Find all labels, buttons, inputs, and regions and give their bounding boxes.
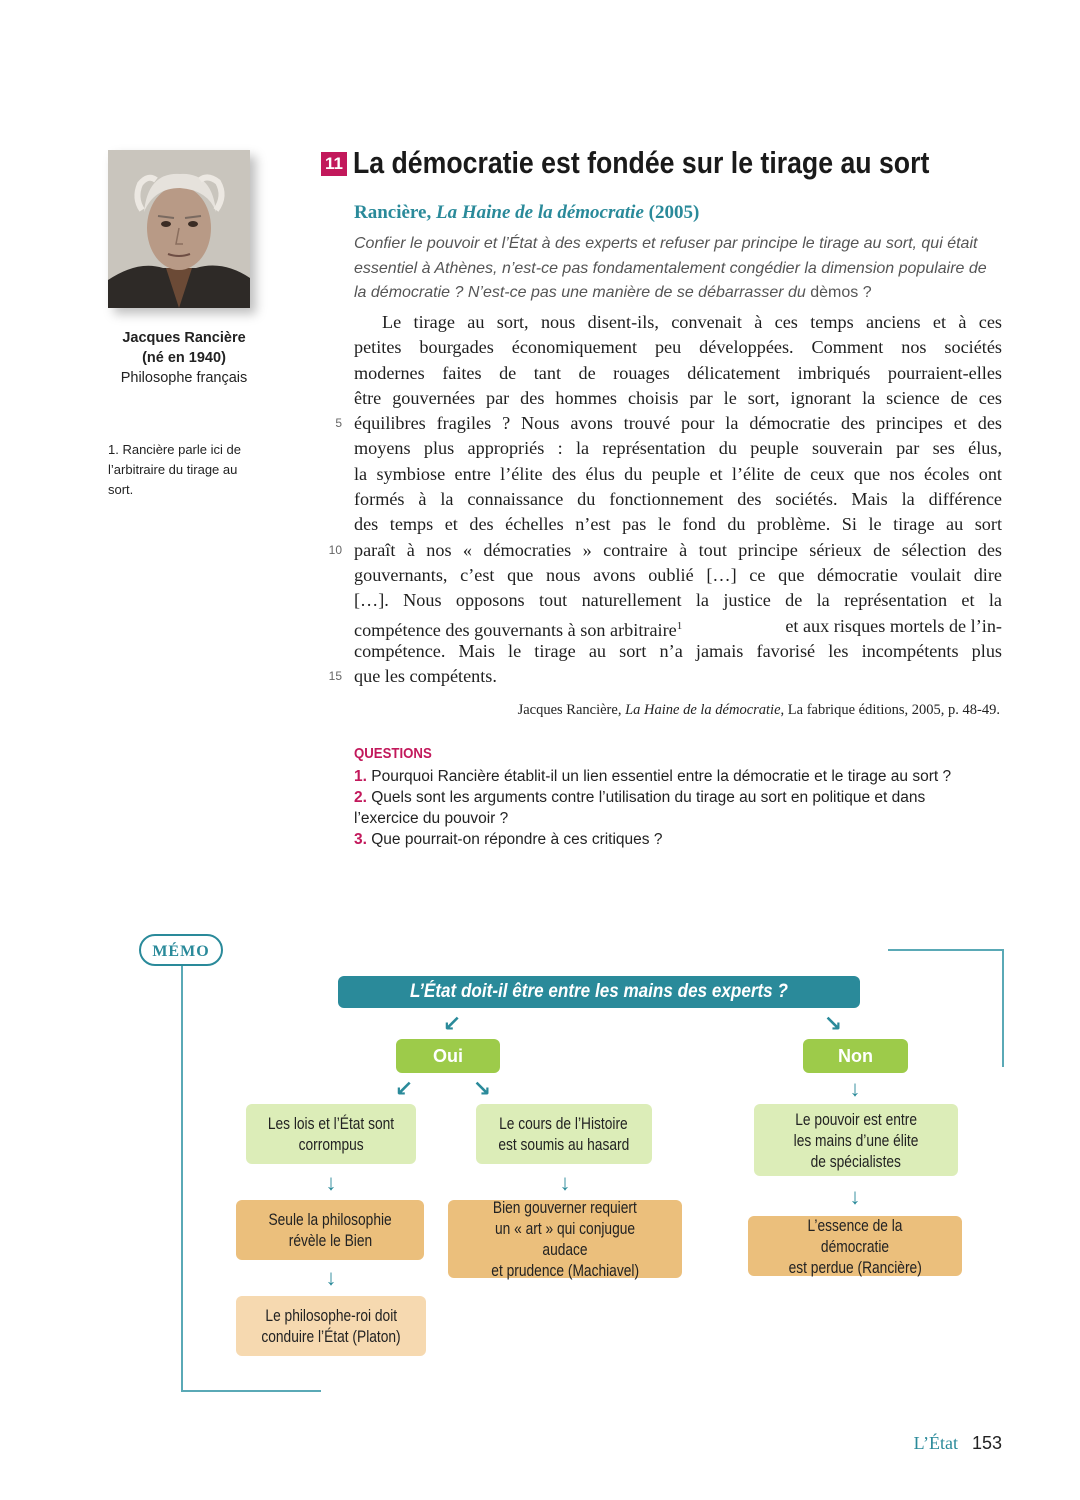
body-line: être gouvernées par des hommes choisis par le sort, ignorant la science de ces xyxy=(354,387,1002,408)
no-step2-box: L’essence de la démocratie est perdue (Rancière) xyxy=(748,1216,962,1276)
body-line: paraît à nos « démocraties » contraire à tout principe sérieux de sélection des xyxy=(354,539,1002,560)
intro-line: Confier le pouvoir et l’État à des experts et refuser par principe le tirage au sort, qui était xyxy=(354,235,978,252)
arrow-down-icon: ↓ xyxy=(559,1170,571,1195)
caption-role: Philosophe français xyxy=(120,370,248,386)
footnote-marker: 1 xyxy=(676,619,683,632)
portrait-caption xyxy=(108,328,260,388)
no-label: Non xyxy=(803,1039,908,1073)
source-year: (2005) xyxy=(648,202,700,223)
body-line: modernes faites de tant de rouages délicatement imbriqués pourraient-elles xyxy=(354,362,1002,383)
caption-birth: (né en 1940) xyxy=(142,350,226,366)
body-line: compétence des gouvernants à son arbitraire$^1$ et aux risques mortels de l’in- xyxy=(354,615,1002,640)
caption-name: Jacques Rancière xyxy=(122,330,246,346)
intro-line: essentiel à Athènes, n’est-ce pas fondamentalement congédier la dimension populaire de xyxy=(354,259,987,277)
questions-list xyxy=(354,766,1014,850)
body-line: que les compétents. xyxy=(354,666,497,687)
memo-question: L’État doit-il être entre les mains des experts ? xyxy=(338,976,860,1008)
arrow-down-icon: ↓ xyxy=(325,1265,337,1290)
intro-line: la démocratie ? N’est-ce pas une manière de se débarrasser du dèmos ? xyxy=(354,284,872,301)
body-line: équilibres fragiles ? Nous avons trouvé pour la démocratie des principes et des xyxy=(354,413,1002,434)
body-line: des temps et des échelles n’est pas le fond du problème. Si le tirage au sort xyxy=(354,514,1002,535)
yes-label: Oui xyxy=(396,1039,500,1073)
arrow-down-right-icon: ↘ xyxy=(472,1076,492,1101)
intro-demos: dèmos ? xyxy=(810,284,872,301)
body-line: moyens plus appropriés : la représentation du peuple souverain par ses élus, xyxy=(354,438,1002,459)
body-line: gouvernants, c’est que nous avons oublié […] ce que démocratie voulait dire xyxy=(354,564,1002,585)
memo-badge: MÉMO xyxy=(139,934,223,966)
line-number: 15 xyxy=(328,669,342,683)
body-text xyxy=(354,310,1002,689)
line-number: 10 xyxy=(328,543,342,557)
page-number: 153 xyxy=(971,1433,1002,1453)
section-name: L’État xyxy=(913,1433,958,1453)
source-reference xyxy=(354,200,1004,226)
yes-left-step3-box: Le philosophe-roi doit conduire l’État (Platon) xyxy=(236,1296,426,1356)
memo-frame-right xyxy=(1002,949,1004,1067)
line-number: 5 xyxy=(335,416,342,430)
intro-text xyxy=(354,232,1004,306)
body-line: la symbiose entre l’élite des élus du peuple et l’élite de ceux que nos écoles ont xyxy=(354,463,1002,484)
body-line: Le tirage au sort, nous disent-ils, convenait à ces temps anciens et à ces xyxy=(382,312,1002,332)
yes-right-box: Le cours de l’Histoire est soumis au hasard xyxy=(476,1104,652,1164)
arrow-down-icon: ↓ xyxy=(325,1170,337,1195)
body-line: […]. Nous opposons tout naturellement la justice de la représentation et la xyxy=(354,590,1002,611)
question-item: 2. Quels sont les arguments contre l’utilisation du tirage au sort en politique et dans xyxy=(354,789,926,806)
memo-frame-left xyxy=(181,966,183,1392)
page-footer xyxy=(914,1433,1002,1454)
citation: Jacques Rancière, La Haine de la démocratie, La fabrique éditions, 2005, p. 48-49. xyxy=(517,702,1000,718)
memo-frame-bottom xyxy=(181,1390,321,1392)
body-line: compétence. Mais le tirage au sort n’a jamais favorisé les incompétents plus xyxy=(354,640,1002,661)
document-number: 11 xyxy=(321,152,347,176)
yes-left-step2-box: Seule la philosophie révèle le Bien xyxy=(236,1200,424,1260)
arrow-down-left-icon: ↙ xyxy=(442,1011,462,1036)
author-portrait xyxy=(108,150,250,308)
questions-title: QUESTIONS xyxy=(354,745,432,762)
arrow-down-icon: ↓ xyxy=(849,1184,861,1209)
source-work: La Haine de la démocratie xyxy=(435,202,644,223)
memo-frame-top xyxy=(888,949,1004,951)
arrow-down-right-icon: ↘ xyxy=(823,1011,843,1036)
yes-left-box: Les lois et l’État sont corrompus xyxy=(246,1104,416,1164)
arrow-down-icon: ↓ xyxy=(849,1076,861,1101)
body-line: petites bourgades économiquement peu développées. Comment nos sociétés xyxy=(354,337,1002,358)
document-title: La démocratie est fondée sur le tirage au sort xyxy=(353,145,930,180)
body-line: formés à la connaissance du fonctionnement des sociétés. Mais la différence xyxy=(354,489,1002,510)
yes-right-step2-box: Bien gouverner requiert un « art » qui conjugue audace et prudence (Machiavel) xyxy=(448,1200,682,1278)
question-item: l’exercice du pouvoir ? xyxy=(354,810,509,827)
portrait-image xyxy=(108,150,250,308)
arrow-down-left-icon: ↙ xyxy=(394,1076,414,1101)
footnote: 1. Rancière parle ici de l’arbitraire du tirage au sort. xyxy=(108,442,241,497)
no-box: Le pouvoir est entre les mains d’une élite de spécialistes xyxy=(754,1104,958,1176)
source-author: Rancière, xyxy=(354,202,432,223)
question-item: 1. Pourquoi Rancière établit-il un lien essentiel entre la démocratie et le tirage au sort ? xyxy=(354,768,952,785)
question-item: 3. Que pourrait-on répondre à ces critiques ? xyxy=(354,831,663,848)
